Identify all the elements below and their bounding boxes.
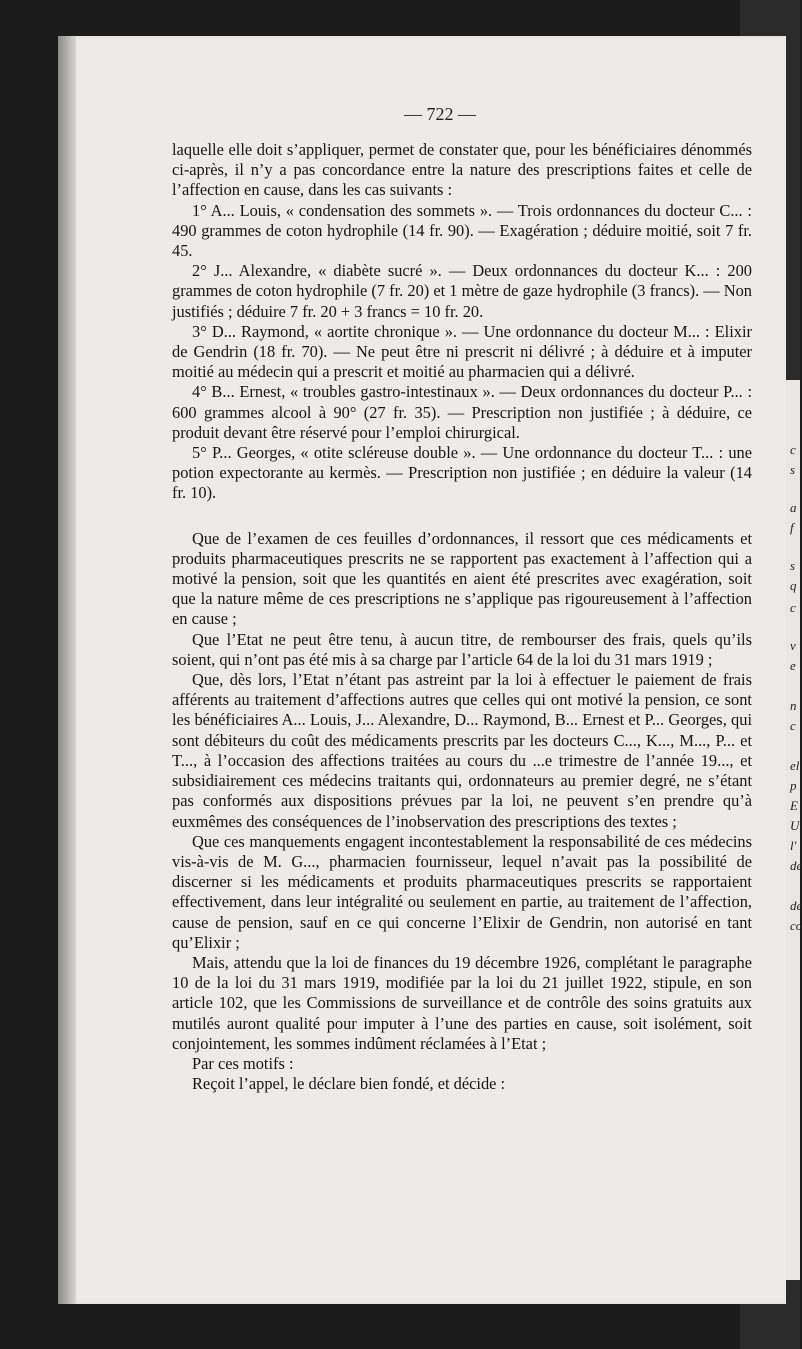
- margin-fragment: s: [790, 558, 796, 573]
- paragraph: Que, dès lors, l’Etat n’étant pas astreint par la loi à effectuer le paiement de frais afférents au traitement d’affections autres que celles qui ont motivé la pension, ce sont les bénéficiaires A... Louis, J... Alexandre, D... Raymond, B... Ernest et P... Georges, qui sont débiteurs du coût des médicaments prescrits par les docteurs C..., K..., M..., P... et T..., à l’occasion des affections traitées au cours du ...e trimestre de l’année 19..., et subsidiairement ces médecins traitants qui, ordonnateurs au premier degré, ne s’étant pas conformés aux dispositions prévues par la loi, ne peuvent s’en prendre qu’à euxmêmes des conséquences de l’inobservation des prescriptions des textes ;: [172, 670, 752, 831]
- margin-fragment: el: [790, 758, 800, 773]
- margin-fragment: de: [790, 898, 802, 913]
- section-gap: [172, 504, 752, 529]
- margin-fragment: c: [790, 600, 796, 615]
- paragraph: 5° P... Georges, « otite scléreuse double ». — Une ordonnance du docteur T... : une potion expectorante au kermès. — Prescription non justifiée ; en déduire la valeur (14 fr. 10).: [172, 443, 752, 503]
- margin-fragment: s: [790, 462, 796, 477]
- margin-fragment: c: [790, 442, 796, 457]
- margin-fragment: n: [790, 698, 797, 713]
- margin-fragment: co: [790, 918, 802, 933]
- margin-fragment: p: [790, 778, 797, 793]
- paragraph: 2° J... Alexandre, « diabète sucré ». — Deux ordonnances du docteur K... : 200 grammes de coton hydrophile (7 fr. 20) et 1 mètre de gaze hydrophile (3 francs). — Non justifiés ; déduire 7 fr. 20 + 3 francs = 10 fr. 20.: [172, 261, 752, 321]
- paragraph: Que ces manquements engagent incontestablement la responsabilité de ces médecins vis-à-vis de M. G..., pharmacien fournisseur, lequel n’avait pas la possibilité de discerner si les médicaments et produits pharmaceutiques prescrits se rapportaient effectivement, dans leur intégralité ou seulement en partie, au traitement de l’affection, cause de pension, sauf en ce qui concerne l’Elixir de Gendrin, non autorisé en tant qu’Elixir ;: [172, 831, 752, 952]
- margin-fragment: e: [790, 658, 796, 673]
- margin-fragment: U: [790, 818, 800, 833]
- paragraph: Mais, attendu que la loi de finances du 19 décembre 1926, complétant le paragraphe 10 de la loi du 31 mars 1919, modifiée par la loi du 21 juillet 1922, stipule, en son article 102, que les Commissions de surveillance et de contrôle des soins gratuits aux mutilés auront qualité pour imputer à l’une des parties en cause, soit isolément, soit conjointement, les sommes indûment réclamées à l’Etat ;: [172, 952, 752, 1053]
- margin-fragment: v: [790, 638, 796, 653]
- margin-fragment: l': [790, 838, 797, 853]
- page-number: — 722 —: [404, 104, 476, 124]
- paragraph: 3° D... Raymond, « aortite chronique ». — Une ordonnance du docteur M... : Elixir de Gendrin (18 fr. 70). — Ne peut être ni prescrit ni délivré ; à déduire et à imputer moitié au médecin qui a prescrit et moitié au pharmacien qui a délivré.: [172, 321, 752, 382]
- page-body: [172, 140, 752, 1094]
- paragraph: Par ces motifs :: [192, 1053, 294, 1073]
- margin-fragment: de: [790, 858, 802, 873]
- paragraph: Que de l’examen de ces feuilles d’ordonnances, il ressort que ces médicaments et produits pharmaceutiques prescrits ne se rapportent pas exactement à l’affection qui a motivé la pension, soit que les quantités en aient été prescrites avec exagération, soit que la nature même de ces prescriptions ne s’applique pas rigoureusement à l’affection en cause ;: [172, 528, 752, 629]
- paragraph: Que l’Etat ne peut être tenu, à aucun titre, de rembourser des frais, quels qu’ils soient, qui n’ont pas été mis à sa charge par l’article 64 de la loi du 31 mars 1919 ;: [172, 629, 752, 669]
- margin-fragment: f: [790, 520, 794, 535]
- paragraph: laquelle elle doit s’appliquer, permet de constater que, pour les bénéficiaires dénommés ci-après, il n’y a pas concordance entre la nature des prescriptions faites et celle de l’affection en cause, dans les cas suivants :: [172, 140, 752, 200]
- margin-fragment: a: [790, 500, 797, 515]
- paragraph: 4° B... Ernest, « troubles gastro-intestinaux ». — Deux ordonnances du docteur P... : 600 grammes alcool à 90° (27 fr. 35). — Prescription non justifiée ; à déduire, ce produit devant être réservé pour l’emploi chirurgical.: [172, 382, 752, 442]
- margin-fragment: E: [790, 798, 798, 813]
- paragraph: 1° A... Louis, « condensation des sommets ». — Trois ordonnances du docteur C... : 490 grammes de coton hydrophile (14 fr. 90). — Exagération ; déduire moitié, soit 7 fr. 45.: [172, 200, 752, 261]
- adjacent-page-edge: [786, 380, 800, 1280]
- margin-fragment: c: [790, 718, 796, 733]
- paragraph: Reçoit l’appel, le déclare bien fondé, et décide :: [192, 1074, 506, 1094]
- margin-fragment: q: [790, 578, 797, 593]
